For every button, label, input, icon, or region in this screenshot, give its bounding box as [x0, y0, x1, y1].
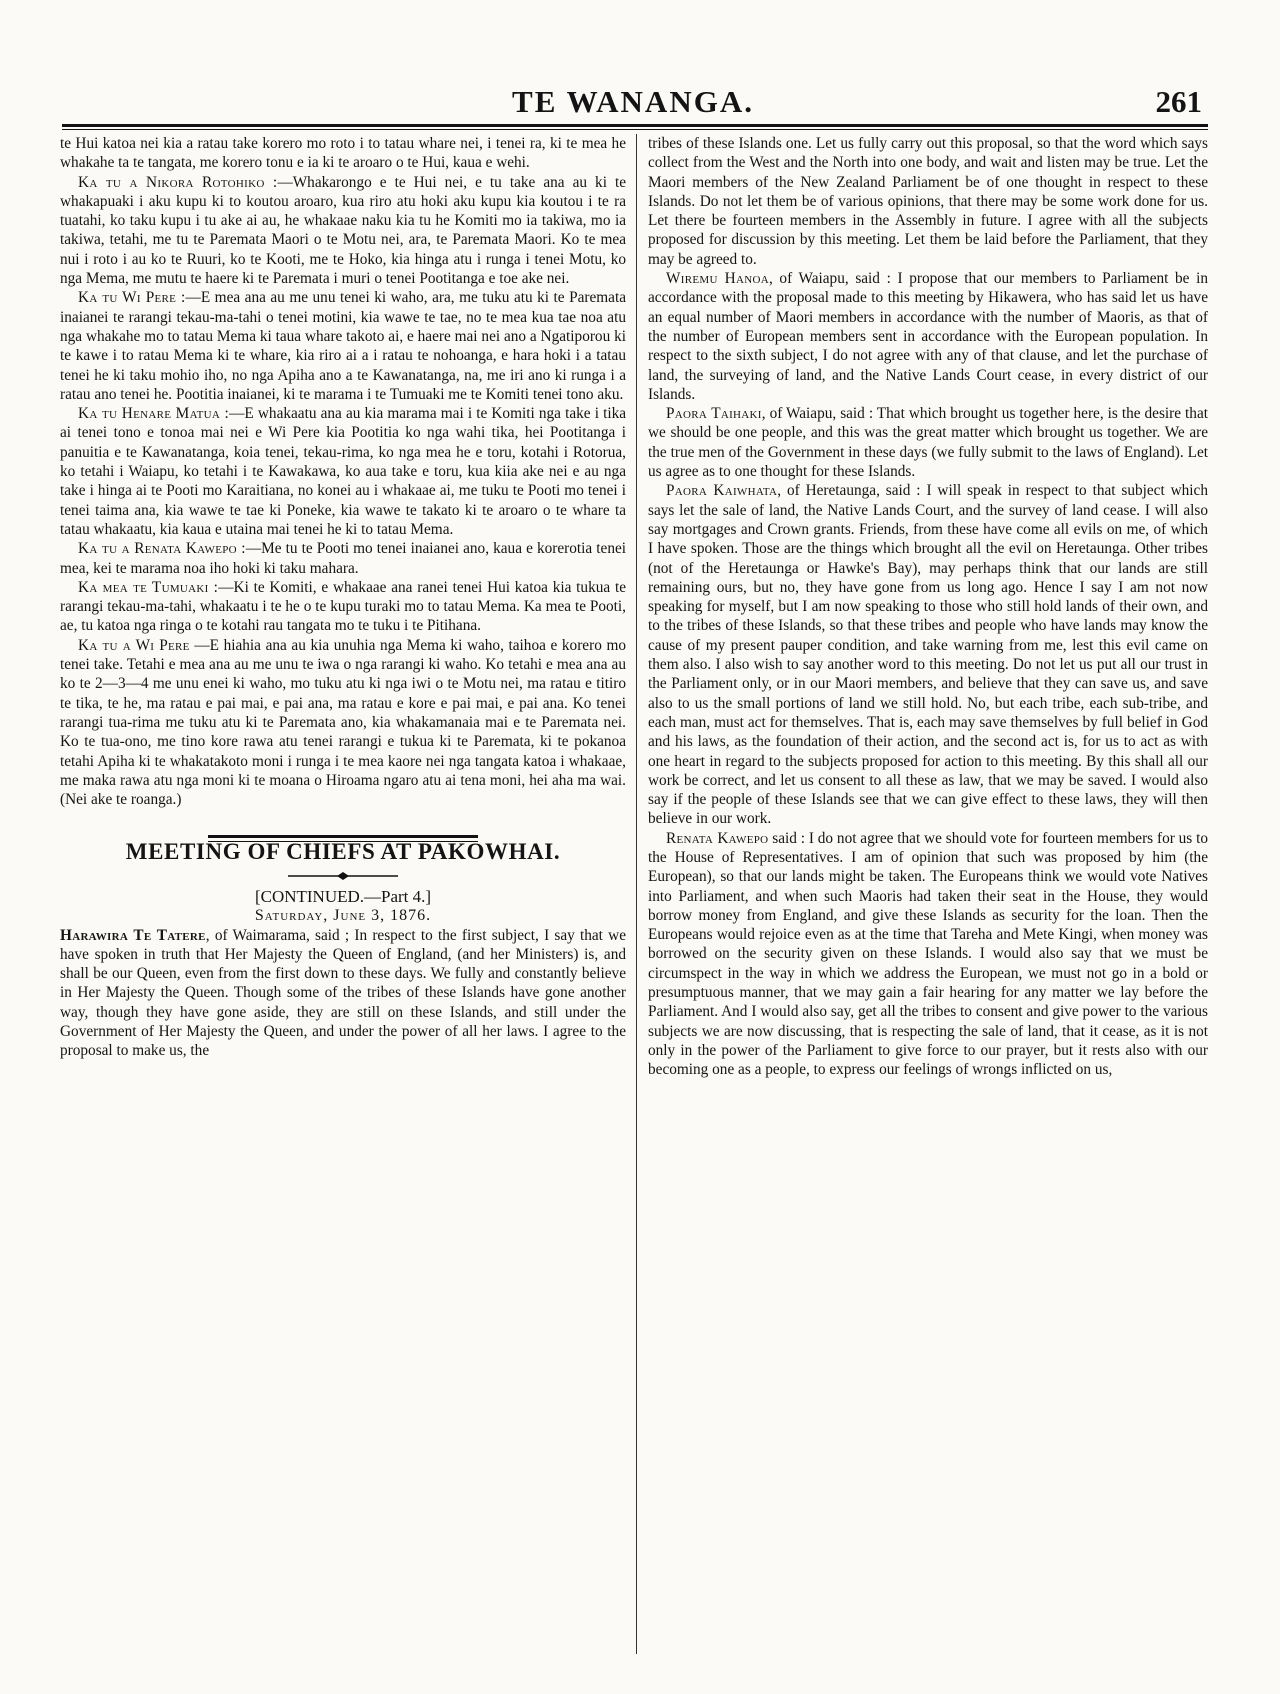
paragraph: Ka tu Wi Pere :—E mea ana au me unu tenei ki waho, ara, me tuku atu ki te Paremata inaianei te rarangi tekau-ma-tahi o tenei motini, kia wawe te tae, no te mea kua tae noa atu nga whakahe mo to tatau Mema ki taua whare takoto ai, e haere mai nei ano a Ngatiporou ki te kawe i to ratau Mema ki te whare, kia riro ai a i ratau te nohoanga, e hara hoki i a tatau tenei he ki taku mohio iho, no nga Apiha ano a te Kawanatanga, na, me iri ano ki runga i a ratau ano tenei he. Pootitia inaianei, ki te marama i te Tumuaki me te Komiti tenei tono aku. [60, 289, 626, 403]
speaker-name: Ka tu a Nikora Rotohiko : [78, 173, 278, 191]
continued-label: [CONTINUED.—Part 4.] [254, 886, 432, 906]
paragraph: Wiremu Hanoa, of Waiapu, said : I propose that our members to Parliament be in accordance with the proposal made to this meeting by Hikawera, who has said let us have an equal number of Maori members in accordance with the number of Maoris, as that of the number of European members sent in accordance with the European population. In respect to the sixth subject, I do not agree with any of that clause, and let the purchase of land, the surveying of land, and the Native Lands Court cease, in every district of our Islands. [648, 270, 1208, 403]
speaker-name: Wiremu Hanoa [666, 270, 769, 288]
speaker-name: Ka tu a Renata Kawepo : [78, 540, 246, 558]
column-divider [636, 134, 637, 1654]
paragraph: Ka tu a Nikora Rotohiko :—Whakarongo e te Hui nei, e tu take ana au ki te whakapuaki i aku kupu ki to koutou aroaro, kua riro atu hoki aku kupu kia koutou i te ra tuatahi, ko taku kupu i tu ake ai au, he whakaae naku kia tu he Komiti mo ia takiwa, mo ia takiwa, tetahi, me tu te Paremata Maori o te Motu nei, ara, te Paremata Maori. Ko te mea nui i roto i au ko te Ruuri, ko te Kooti, me te Hoko, kia hinga atu i runga i tenei Motu, ko nga Mema, me mutu te haere ki te Paremata i muri o tenei Pootitanga e toe ake nei. [60, 173, 627, 288]
header-rule-thin [62, 129, 1208, 130]
page-number: 261 [1155, 84, 1202, 119]
paragraph: Paora Taihaki, of Waiapu, said : That which brought us together here, is the desire that we should be one people, and this was the great matter which brought us together. We are the true men of the Government in these days (we fully submit to the laws of England). Let us agree as to one thought for these Islands. [648, 405, 1208, 481]
speaker-name: Renata Kawepo [666, 829, 769, 847]
page-header [58, 84, 1208, 124]
speaker-name: Ka tu Henare Matua : [78, 405, 230, 423]
ornament-divider [60, 868, 626, 887]
header-rule [62, 124, 1208, 127]
speaker-name: Paora Kaiwhata [666, 482, 778, 500]
paragraph: Paora Kaiwhata, of Heretaunga, said : I will speak in respect to that subject which says let the sale of land, the Native Lands Court, and the survey of land cease. I will also say mortgages and Crown grants. Friends, from these have come all evils on me, of which I have spoken. Those are the things which brought all the evil on Heretaunga. Other tribes (not of the Heretaunga or Hawke's Bay), may perhaps think that our lands are still remaining ours, but no, they have gone from us long ago. Hence I say I am not now speaking for myself, but I am now speaking to those who still hold lands of their own, and to the tribes of these Islands, so that these tribes and people who have lands may know the cause of my present pauper condition, and take warning from me, lest this evil came on them also. I also wish to say another word to this meeting. Do not let us put all our trust in the Parliament only, or in our Maori members, and believe that they can save us, and save also to us the small portions of land we still hold. No, but each tribe, each sub-tribe, and each man, must act for themselves. That is, each may save themselves by full belief in God and his laws, as the foundation of their action, and the second act is, for us to act as with one heart in regard to the subjects proposed for action to this meeting. By this shall all our work be correct, and let us consent to all these as law, that we may be saved. I would also say if the people of these Islands see that we can give effect to these laws, they will then believe in our work. [648, 482, 1208, 828]
paragraph: tribes of these Islands one. Let us fully carry out this proposal, so that the word which says collect from the West and the North into one body, and wait and listen may be true. Let the Maori members of the New Zealand Parliament be of one thought in respect to these Islands. Do not let them be of various opinions, that there may be some work done for us. Let there be fourteen members in the Assembly in future. I agree with all the subjects proposed for discussion by this meeting. Let them be laid before the Parliament, that they may be agreed to. [648, 135, 1208, 268]
speaker-name: Ka tu a Wi Pere [78, 636, 190, 654]
dateline: Saturday, June 3, 1876. [254, 907, 432, 925]
speaker-name: Ka mea te Tumuaki : [78, 578, 219, 596]
speaker-name: Ka tu Wi Pere : [78, 289, 186, 307]
paragraph: Renata Kawepo said : I do not agree that we should vote for fourteen members for us to the House of Representatives. I am of opinion that such was proposed by him (the European), so that our lands might be taken. The Europeans think we would vote Natives into Parliament, and when such Maoris had taken their seat in the House, they would borrow money from England, and give these Islands as security for the loan. Then the Europeans would rejoice even as at the time that Tareha and Mete Kingi, when money was borrowed on the security given on these Islands. I would also say that we must be circumspect in the way in which we address the European, we must not go in a bold or presumptuous manner, that we may gain a fair hearing for any matter we lay before the Parliament. And I would also say, get all the tribes to consent and give power to the various subjects we are now discussing, that is respecting the sale of land, that it cease, as it is not only in the power of the Parliament to give force to our prayer, but it rests also with our becoming one as a people, to express our feelings of wrongs inflicted on us, [648, 829, 1208, 1079]
paragraph: te Hui katoa nei kia a ratau take korero mo roto i to tatau whare nei, i tenei ra, ki te mea he whakahe ta te tangata, me korero tonu e ia ki te aroaro o te Hui, kaua e wehi. [60, 135, 626, 172]
paragraph: Ka tu a Wi Pere —E hiahia ana au kia unuhia nga Mema ki waho, taihoa e korero mo tenei take. Tetahi e mea ana au me unu te iwa o nga rarangi ki waho. Ko tetahi e mea ana au ko te 2—3—4 me unu enei ki waho, mo tuku atu ki nga iwi o te Motu nei, ma ratau e titiro te tika, te he, ma ratau e pai mai, e pai ana, ma ratau e kore e pai mai, e pai ana. Ko tenei rarangi tua-rima me tuku atu ki te Paremata ano, kia whakamanaia mai e te Paremata nei. Ko te tua-ono, me tino kore rawa atu tenei rarangi e tukua ki te Paremata, ki te pokanoa tetahi Apiha ki te whakatakoto moni i runga i te mea kaore nei nga tangata katoa i whakaae, me maka rawa atu nga moni ki te moana o Hiroama ngaro atu ai tena moni, hei aha ma wai. (Nei ake te roanga.) [60, 636, 627, 809]
paragraph: Ka mea te Tumuaki :—Ki te Komiti, e whakaae ana ranei tenei Hui katoa kia tukua te rarangi tekau-ma-tahi, whakaatu i te he o te kupu turaki mo to tatau Mema. Ka mea te Pooti, ae, tu katoa nga ringa o te kotahi rau tangata mo te tuku i te Pitihana. [60, 578, 626, 635]
paragraph: Harawira Te Tatere, of Waimarama, said ; In respect to the first subject, I say that we have spoken in truth that Her Majesty the Queen of England, (and her Ministers) is, and shall be our Queen, even from the first down to these days. We fully and constantly believe in Her Majesty the Queen. Though some of the tribes of these Islands have gone another way, though they have gone aside, they are still on these Islands, and still under the Government of Her Majesty the Queen, and under the power of all her laws. I agree to the proposal to make us, the [60, 926, 626, 1060]
ornament-icon [288, 871, 398, 881]
right-column [648, 134, 1208, 1080]
newspaper-title: TE WANANGA. [512, 84, 754, 119]
paragraph: Ka tu a Renata Kawepo :—Me tu te Pooti mo tenei inaianei ano, kaua e korerotia tenei mea, kei te marama noa iho hoki ki taku mahara. [60, 540, 627, 577]
section-heading: MEETING OF CHIEFS AT PAKOWHAI. [125, 839, 561, 865]
left-column [60, 134, 626, 1061]
paragraph: Ka tu Henare Matua :—E whakaatu ana au kia marama mai i te Komiti nga take i tika ai tenei tono e tonoa mai nei e Wi Pere kia Pootitia ko nga wahi tika, hei Pootitanga i panuitia e te Kawanatanga, koia tenei, tekau-rima, ko nga mea he e toru, kotahi i Rotorua, ko tetahi i Waiapu, ko tetahi i te Kawakawa, ko aua take e toru, kua kiia ake nei e au nga take i hinga ai te Pooti mo Karaitiana, no konei au i whakaae ai, me tuku te Pooti mo tenei i tenei taima ana, kia wawe te tae ki Poneke, kia wawe te takato ki te aroaro o te whare ta tatau whakaatu, kia kaua e utaina mai tenei he ki to tatau Mema. [60, 405, 627, 538]
speaker-name: Harawira Te Tatere [60, 926, 206, 944]
speaker-name: Paora Taihaki [666, 405, 762, 423]
